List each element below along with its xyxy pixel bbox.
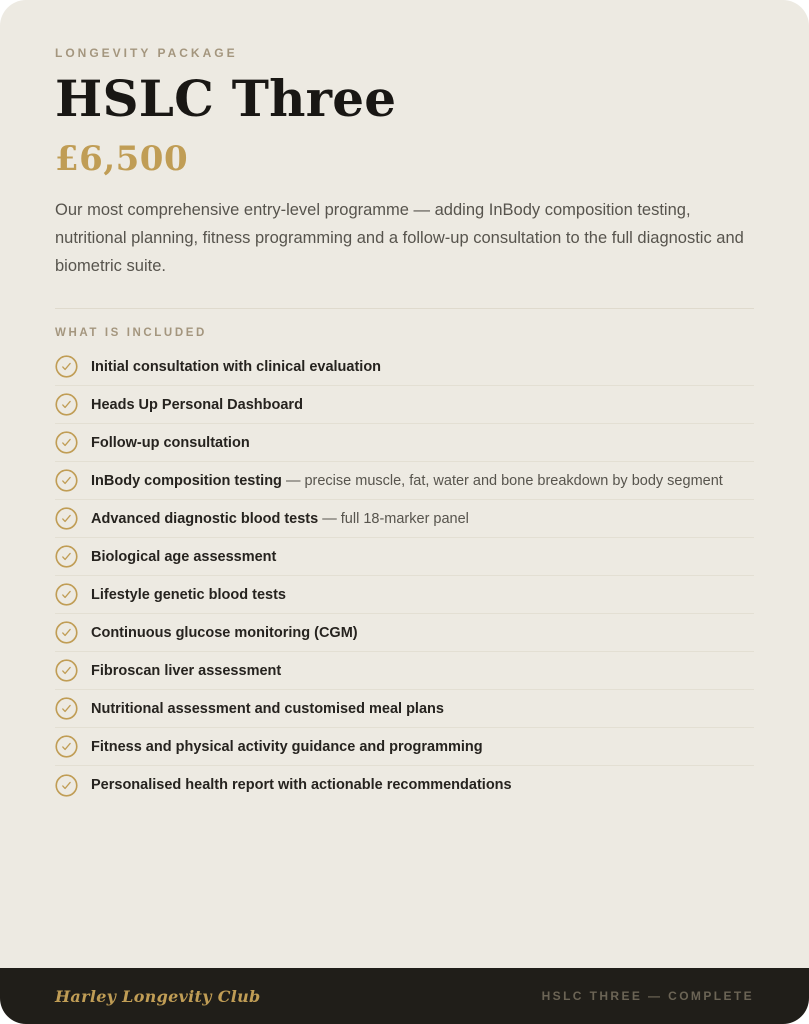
included-item-text bbox=[91, 701, 444, 717]
check-circle-icon bbox=[55, 621, 78, 644]
included-item-text bbox=[91, 625, 358, 641]
footer-brand: Harley Longevity Club bbox=[55, 986, 261, 1006]
check-circle-icon bbox=[55, 355, 78, 378]
included-item-row bbox=[55, 766, 754, 804]
package-description: Our most comprehensive entry-level programme — adding InBody composition testing, nutritional planning, fitness programming and a follow-up consultation to the full diagnostic and biometric suite. bbox=[55, 201, 744, 275]
package-title: HSLC Three bbox=[55, 69, 397, 128]
included-item-text bbox=[91, 549, 276, 565]
included-item-text bbox=[91, 739, 483, 755]
section-divider bbox=[55, 308, 754, 309]
included-item-text bbox=[91, 777, 512, 793]
included-item-row bbox=[55, 728, 754, 766]
package-price: £6,500 bbox=[55, 139, 189, 179]
included-item-text bbox=[91, 397, 303, 413]
check-circle-icon bbox=[55, 469, 78, 492]
included-item-text bbox=[91, 473, 723, 489]
included-item-text bbox=[91, 663, 281, 679]
check-circle-icon bbox=[55, 583, 78, 606]
included-item-text bbox=[91, 435, 250, 451]
check-circle-icon bbox=[55, 507, 78, 530]
included-item-row bbox=[55, 424, 754, 462]
included-item-label: Continuous glucose monitoring (CGM) bbox=[91, 624, 358, 641]
included-list bbox=[55, 348, 754, 804]
included-item-label: Fitness and physical activity guidance and programming bbox=[91, 738, 483, 755]
package-eyebrow-label: LONGEVITY PACKAGE bbox=[55, 46, 238, 60]
check-circle-icon bbox=[55, 774, 78, 797]
included-item-label: Advanced diagnostic blood tests bbox=[91, 510, 319, 527]
check-circle-icon bbox=[55, 431, 78, 454]
included-item-row bbox=[55, 690, 754, 728]
included-item-row bbox=[55, 500, 754, 538]
included-item-label: Fibroscan liver assessment bbox=[91, 662, 282, 679]
included-item-label: Lifestyle genetic blood tests bbox=[91, 586, 286, 603]
check-circle-icon bbox=[55, 697, 78, 720]
included-item-text bbox=[91, 511, 469, 527]
included-item-label: Follow-up consultation bbox=[91, 434, 250, 451]
included-item-row bbox=[55, 576, 754, 614]
included-item-row bbox=[55, 462, 754, 500]
included-item-row bbox=[55, 348, 754, 386]
included-item-detail: — full 18-marker panel bbox=[318, 510, 469, 527]
included-item-label: Heads Up Personal Dashboard bbox=[91, 396, 303, 413]
footer-bar bbox=[0, 968, 809, 1024]
check-circle-icon bbox=[55, 659, 78, 682]
included-item-label: Biological age assessment bbox=[91, 548, 277, 565]
check-circle-icon bbox=[55, 545, 78, 568]
check-circle-icon bbox=[55, 735, 78, 758]
included-item-row bbox=[55, 614, 754, 652]
included-item-label: Nutritional assessment and customised meal plans bbox=[91, 700, 444, 717]
footer-status: HSLC THREE — COMPLETE bbox=[541, 989, 754, 1003]
included-item-label: InBody composition testing bbox=[91, 472, 282, 489]
included-item-text bbox=[91, 359, 381, 375]
included-item-row bbox=[55, 386, 754, 424]
check-circle-icon bbox=[55, 393, 78, 416]
included-item-row bbox=[55, 652, 754, 690]
included-item-detail: — precise muscle, fat, water and bone breakdown by body segment bbox=[281, 472, 723, 489]
included-item-text bbox=[91, 587, 286, 603]
included-item-label: Initial consultation with clinical evaluation bbox=[91, 358, 382, 375]
included-item-row bbox=[55, 538, 754, 576]
included-section-heading: WHAT IS INCLUDED bbox=[55, 327, 207, 339]
included-item-label: Personalised health report with actionable recommendations bbox=[91, 777, 512, 793]
